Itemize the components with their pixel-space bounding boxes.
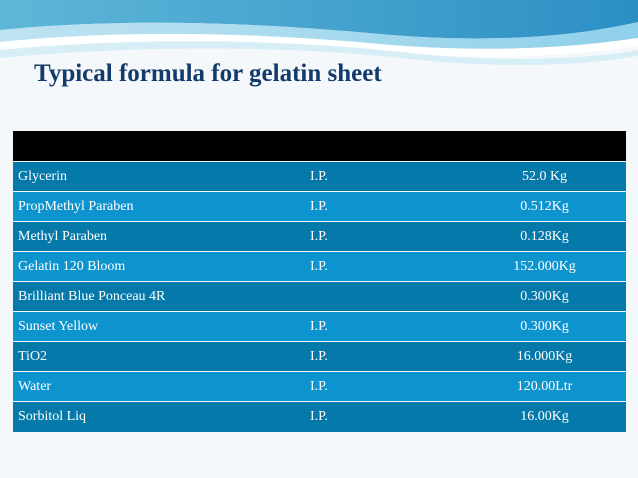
- table-row: [13, 282, 626, 312]
- slide-title: Typical formula for gelatin sheet: [34, 60, 382, 87]
- table-row: [13, 222, 626, 252]
- header-cell: [13, 131, 305, 162]
- ingredient-name: Water: [13, 372, 305, 402]
- table-header-row: [13, 131, 626, 162]
- table-row: [13, 372, 626, 402]
- ingredient-quantity: 0.300Kg: [463, 282, 626, 312]
- ingredient-name: Gelatin 120 Bloom: [13, 252, 305, 282]
- ingredient-grade: I.P.: [305, 372, 463, 402]
- ingredient-grade: I.P.: [305, 402, 463, 432]
- table-row: [13, 252, 626, 282]
- table-row: [13, 162, 626, 192]
- ingredient-name: PropMethyl Paraben: [13, 192, 305, 222]
- ingredient-grade: I.P.: [305, 192, 463, 222]
- ingredient-quantity: 0.512Kg: [463, 192, 626, 222]
- ingredient-quantity: 16.00Kg: [463, 402, 626, 432]
- ingredient-grade: I.P.: [305, 312, 463, 342]
- header-cell: [305, 131, 463, 162]
- ingredient-name: Methyl Paraben: [13, 222, 305, 252]
- ingredient-grade: I.P.: [305, 342, 463, 372]
- ingredient-grade: I.P.: [305, 252, 463, 282]
- ingredient-grade: I.P.: [305, 162, 463, 192]
- ingredient-quantity: 0.128Kg: [463, 222, 626, 252]
- ingredient-quantity: 0.300Kg: [463, 312, 626, 342]
- ingredient-name: TiO2: [13, 342, 305, 372]
- ingredient-name: Sorbitol Liq: [13, 402, 305, 432]
- ingredient-quantity: 152.000Kg: [463, 252, 626, 282]
- ingredient-name: Sunset Yellow: [13, 312, 305, 342]
- ingredient-quantity: 120.00Ltr: [463, 372, 626, 402]
- table-row: [13, 192, 626, 222]
- ingredient-grade: I.P.: [305, 222, 463, 252]
- ingredient-quantity: 52.0 Kg: [463, 162, 626, 192]
- ingredient-name: Brilliant Blue Ponceau 4R: [13, 282, 305, 312]
- table-row: [13, 342, 626, 372]
- formula-table: [13, 131, 626, 432]
- table-row: [13, 402, 626, 432]
- ingredient-name: Glycerin: [13, 162, 305, 192]
- header-cell: [463, 131, 626, 162]
- table-row: [13, 312, 626, 342]
- ingredient-quantity: 16.000Kg: [463, 342, 626, 372]
- ingredient-grade: [305, 282, 463, 312]
